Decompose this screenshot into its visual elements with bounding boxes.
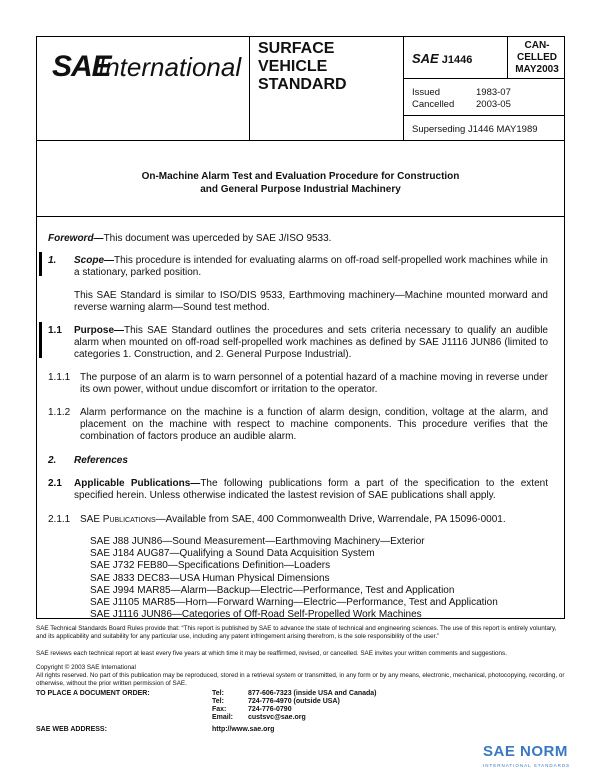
cancelled-label: Cancelled [412, 99, 455, 110]
list-item: SAE J1105 MAR85—Horn—Forward Warning—Electric—Performance, Test and Application [90, 597, 498, 609]
sae-publications-text: —Available from SAE, 400 Commonwealth Drive, Warrendale, PA 15096-0001. [155, 514, 506, 525]
contact-value: 724-776-0790 [248, 706, 292, 713]
sae-publications-heading: SAE Publications [80, 514, 156, 525]
international-wordmark: International [98, 52, 242, 82]
document-number [412, 51, 472, 66]
references-heading: References [74, 455, 128, 466]
issued-value: 1983-07 [476, 87, 511, 98]
contact-value: 724-776-4970 (outside USA) [248, 698, 340, 705]
superseding-note: Superseding J1446 MAY1989 [412, 124, 538, 135]
sae-publications [80, 514, 548, 526]
scope-paragraph-2: This SAE Standard is similar to ISO/DIS 9533, Earthmoving machinery—Machine mounted morward and reverse warning alarm—Sound test method. [74, 290, 548, 313]
header-vdivider-2 [403, 37, 404, 140]
standard-type-line: SURFACE [258, 40, 335, 57]
issued-label: Issued [412, 87, 440, 98]
sae-norm-logo: SAE NORM [483, 743, 568, 760]
sae-norm-subtitle: INTERNATIONAL STANDARDS [483, 763, 571, 768]
review-note: SAE reviews each technical report at least every five years at which time it may be reaffirmed, revised, or cancelled. SAE invites your written comments and suggestions. [36, 650, 507, 657]
web-link[interactable]: http://www.sae.org [212, 726, 275, 733]
section-number: 2. [48, 455, 57, 466]
contact-label: Fax: [212, 706, 227, 713]
doc-org: SAE [412, 51, 439, 66]
list-item: SAE J994 MAR85—Alarm—Backup—Electric—Performance, Test and Application [90, 584, 455, 596]
applicable-publications [74, 478, 548, 502]
section-number: 1. [48, 255, 57, 266]
list-item: SAE J1116 JUN86—Categories of Off-Road Self-Propelled Work Machines [90, 609, 422, 621]
applicable-publications-text: The following publications form a part of the specification to the extent specified herein. Unless otherwise indicated the lastest revision of SAE publications shall apply. [74, 478, 548, 501]
contact-label: Email: [212, 714, 234, 721]
web-label: SAE WEB ADDRESS: [36, 726, 107, 733]
title-line: and General Purpose Industrial Machinery [200, 184, 401, 195]
cancelled-value: 2003-05 [476, 99, 511, 110]
document-title [36, 170, 565, 196]
order-label: TO PLACE A DOCUMENT ORDER: [36, 690, 150, 697]
scope-text: This procedure is intended for evaluating alarms on off-road self-propelled work machines while in a stationary, parked position. [74, 255, 548, 278]
doc-number-value: J1446 [441, 54, 473, 66]
board-rules: SAE Technical Standards Board Rules provide that: “This report is published by SAE to advance the state of technical and engineering sciences. The use of this report is entirely voluntary, and its applicability and suitability for any particular use, including any patent infringement arising therefrom, is the sole responsibility of the user.” [36, 625, 557, 640]
contact-value: 877-606-7323 (inside USA and Canada) [248, 690, 377, 697]
paragraph-1-1-1: The purpose of an alarm is to warn personnel of a potential hazard of a machine moving in reverse under its own power, without undue discomfort or irritation to the operator. [80, 372, 548, 395]
standard-type-line: VEHICLE [258, 58, 328, 75]
section-number: 1.1.2 [48, 407, 71, 418]
status-line: CELLED [517, 52, 557, 63]
docnum-divider [403, 78, 564, 79]
rights-notice: All rights reserved. No part of this publication may be reproduced, stored in a retrieval system or transmitted, in any form or by any means, electronic, mechanical, photocopying, recording, or otherwise, without the prior written permission of SAE. [36, 672, 565, 687]
standard-type [258, 40, 347, 94]
scope-paragraph [74, 255, 548, 279]
scope-heading: Scope— [74, 255, 115, 266]
section-number: 2.1.1 [48, 514, 71, 525]
copyright: Copyright © 2003 SAE International [36, 664, 136, 671]
section-number: 1.1 [48, 325, 62, 336]
header-vdivider-1 [249, 37, 250, 140]
title-divider [37, 216, 564, 217]
status-line: MAY2003 [515, 64, 559, 75]
change-bar [39, 252, 42, 276]
contact-label: Tel: [212, 690, 224, 697]
sae-logo: SAE [52, 50, 111, 83]
list-item: SAE J833 DEC83—USA Human Physical Dimensions [90, 572, 330, 584]
list-item: SAE J88 JUN86—Sound Measurement—Earthmoving Machinery—Exterior [90, 536, 425, 547]
purpose-text: This SAE Standard outlines the procedures and sets criteria necessary to qualify an audible alarm when mounted on off-road self-propelled work machines as defined by SAE J1116 JUN86 (limited to categories 1. Construction, and 2. General Purpose Industrial). [74, 325, 548, 360]
section-number: 1.1.1 [48, 372, 71, 383]
section-number: 2.1 [48, 478, 62, 489]
status-badge [510, 40, 564, 76]
foreword [48, 233, 548, 245]
header-vdivider-3 [507, 37, 508, 78]
reference-list [90, 536, 498, 621]
foreword-text: This document was uperceded by SAE J/ISO 9533. [103, 233, 332, 244]
status-line: CAN- [524, 40, 550, 51]
standard-type-line: STANDARD [258, 76, 347, 93]
purpose-paragraph [74, 325, 548, 361]
change-bar [39, 322, 42, 358]
dates-divider [403, 115, 564, 116]
header-divider [37, 140, 564, 141]
list-item: SAE J184 AUG87—Qualifying a Sound Data Acquisition System [90, 548, 375, 560]
foreword-heading: Foreword— [48, 233, 104, 244]
paragraph-1-1-2: Alarm performance on the machine is a function of alarm design, condition, voltage at the alarm, and placement on the machine with respect to machine components. This procedure verifies that the combination of factors produce an audible alarm. [80, 407, 548, 442]
applicable-publications-heading: Applicable Publications— [74, 478, 201, 489]
contact-label: Tel: [212, 698, 224, 705]
title-line: On-Machine Alarm Test and Evaluation Procedure for Construction [141, 171, 460, 182]
purpose-heading: Purpose— [74, 325, 125, 336]
list-item: SAE J732 FEB80—Specifications Definition—Loaders [90, 560, 331, 572]
contact-value[interactable]: custsvc@sae.org [248, 714, 306, 721]
